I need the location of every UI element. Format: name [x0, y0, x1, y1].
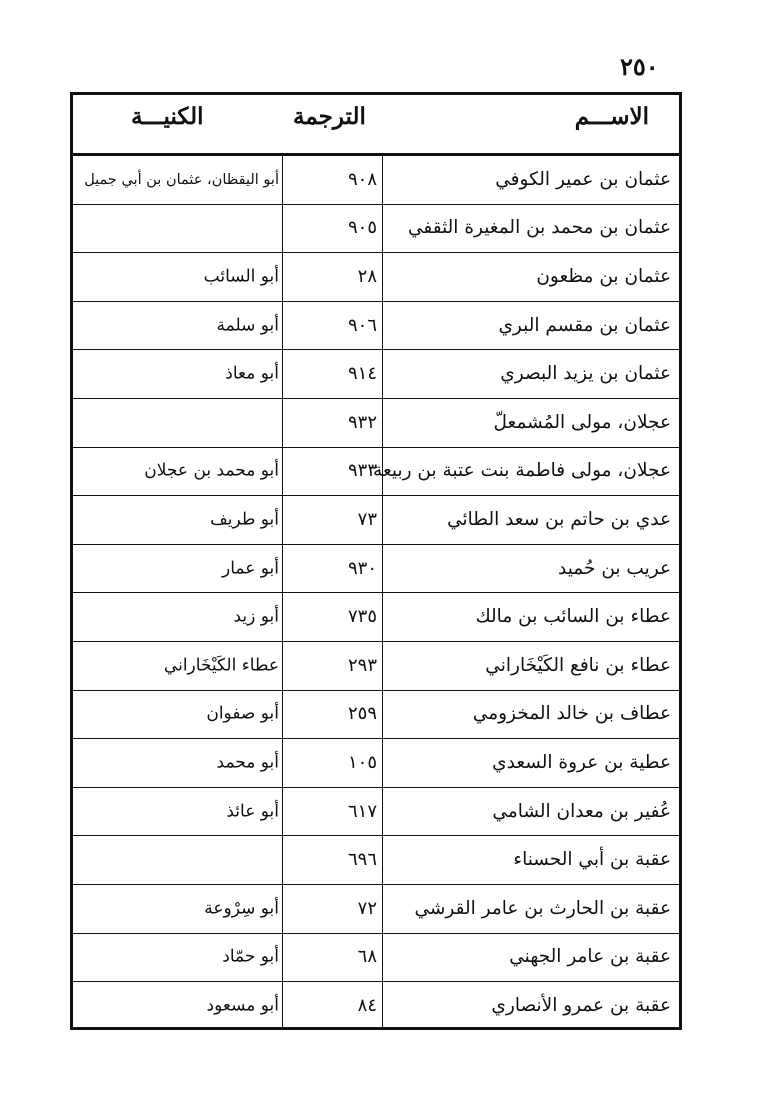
- table-row: [73, 642, 679, 691]
- row-kunya: أبو عائذ: [226, 801, 279, 822]
- row-kunya: أبو معاذ: [225, 363, 279, 384]
- header-name: الاســـم: [574, 103, 649, 130]
- table-row: [73, 448, 679, 497]
- row-name: عجلان، مولى فاطمة بنت عتبة بن ربيعة: [373, 460, 671, 482]
- row-tarjama: ٩٠٥: [347, 217, 377, 239]
- row-name: عقبة بن عامر الجهني: [509, 946, 671, 968]
- row-name: عقبة بن أبي الحسناء: [513, 848, 671, 870]
- table-row: [73, 399, 679, 448]
- row-kunya: أبو عمار: [221, 558, 279, 579]
- table-row: [73, 739, 679, 788]
- row-kunya: أبو السائب: [203, 266, 279, 287]
- row-tarjama: ٩١٤: [347, 363, 377, 385]
- table-row: [73, 691, 679, 740]
- row-kunya: أبو سلمة: [216, 315, 279, 336]
- table-row: [73, 788, 679, 837]
- row-kunya: أبو زيد: [233, 606, 279, 627]
- table-header: [73, 95, 679, 156]
- row-name: عقبة بن عمرو الأنصاري: [491, 995, 671, 1017]
- table-row: [73, 934, 679, 983]
- row-tarjama: ٢٩٣: [347, 654, 377, 676]
- header-tarjama: الترجمة: [293, 103, 366, 130]
- header-kunya: الكنيـــة: [131, 103, 204, 130]
- row-name: عطاف بن خالد المخزومي: [472, 703, 671, 725]
- row-name: عثمان بن مظعون: [536, 265, 671, 287]
- table-row: [73, 496, 679, 545]
- table-row: [73, 982, 679, 1031]
- row-name: عثمان بن محمد بن المغيرة الثقفي: [407, 217, 671, 239]
- row-name: عثمان بن عمير الكوفي: [495, 168, 671, 190]
- row-name: عجلان، مولى المُشمعلّ: [493, 411, 671, 433]
- row-tarjama: ٩٣٢: [347, 411, 377, 433]
- index-table: [70, 92, 682, 1030]
- row-tarjama: ٦٩٦: [347, 849, 377, 871]
- row-tarjama: ٩٣٣: [347, 460, 377, 482]
- row-tarjama: ٦٨: [357, 946, 377, 968]
- row-tarjama: ٢٨: [357, 265, 377, 287]
- table-row: [73, 836, 679, 885]
- row-kunya: أبو صفوان: [206, 703, 279, 724]
- row-name: عريب بن حُميد: [558, 557, 671, 579]
- row-name: عدي بن حاتم بن سعد الطائي: [447, 508, 671, 530]
- row-name: عطية بن عروة السعدي: [492, 751, 671, 773]
- row-kunya: أبو محمد بن عجلان: [144, 460, 279, 481]
- table-row: [73, 253, 679, 302]
- row-kunya: أبو حمّاد: [222, 946, 279, 967]
- row-tarjama: ٢٥٩: [347, 703, 377, 725]
- row-name: عطاء بن السائب بن مالك: [475, 605, 671, 627]
- row-tarjama: ٧٢: [357, 897, 377, 919]
- table-row: [73, 302, 679, 351]
- row-name: عثمان بن يزيد البصري: [500, 362, 671, 384]
- table-row: [73, 545, 679, 594]
- row-kunya: أبو مسعود: [206, 995, 279, 1016]
- row-name: عثمان بن مقسم البري: [498, 314, 671, 336]
- table-row: [73, 593, 679, 642]
- row-tarjama: ٩٠٦: [347, 314, 377, 336]
- row-kunya: أبو محمد: [216, 752, 279, 773]
- table-row: [73, 885, 679, 934]
- table-row: [73, 350, 679, 399]
- row-tarjama: ٧٣٥: [347, 606, 377, 628]
- row-tarjama: ٧٣: [357, 508, 377, 530]
- table-row: [73, 205, 679, 254]
- row-tarjama: ٦١٧: [347, 800, 377, 822]
- row-tarjama: ٩٣٠: [347, 557, 377, 579]
- page-number: ٢٥٠: [620, 52, 659, 81]
- table-row: [73, 156, 679, 205]
- row-kunya: أبو طريف: [210, 509, 279, 530]
- table-body: [73, 156, 679, 1031]
- row-name: عقبة بن الحارث بن عامر القرشي: [414, 897, 671, 919]
- row-name: عطاء بن نافع الكَيْخَاراني: [485, 654, 671, 676]
- row-tarjama: ٨٤: [357, 995, 377, 1017]
- row-name: عُفير بن معدان الشامي: [492, 800, 671, 822]
- row-kunya: أبو سِرْوعة: [204, 898, 279, 919]
- row-kunya: عطاء الكَيْخَاراني: [163, 655, 279, 676]
- row-tarjama: ٩٠٨: [347, 168, 377, 190]
- row-tarjama: ١٠٥: [347, 751, 377, 773]
- row-kunya: أبو اليقظان، عثمان بن أبي جميل: [84, 171, 279, 188]
